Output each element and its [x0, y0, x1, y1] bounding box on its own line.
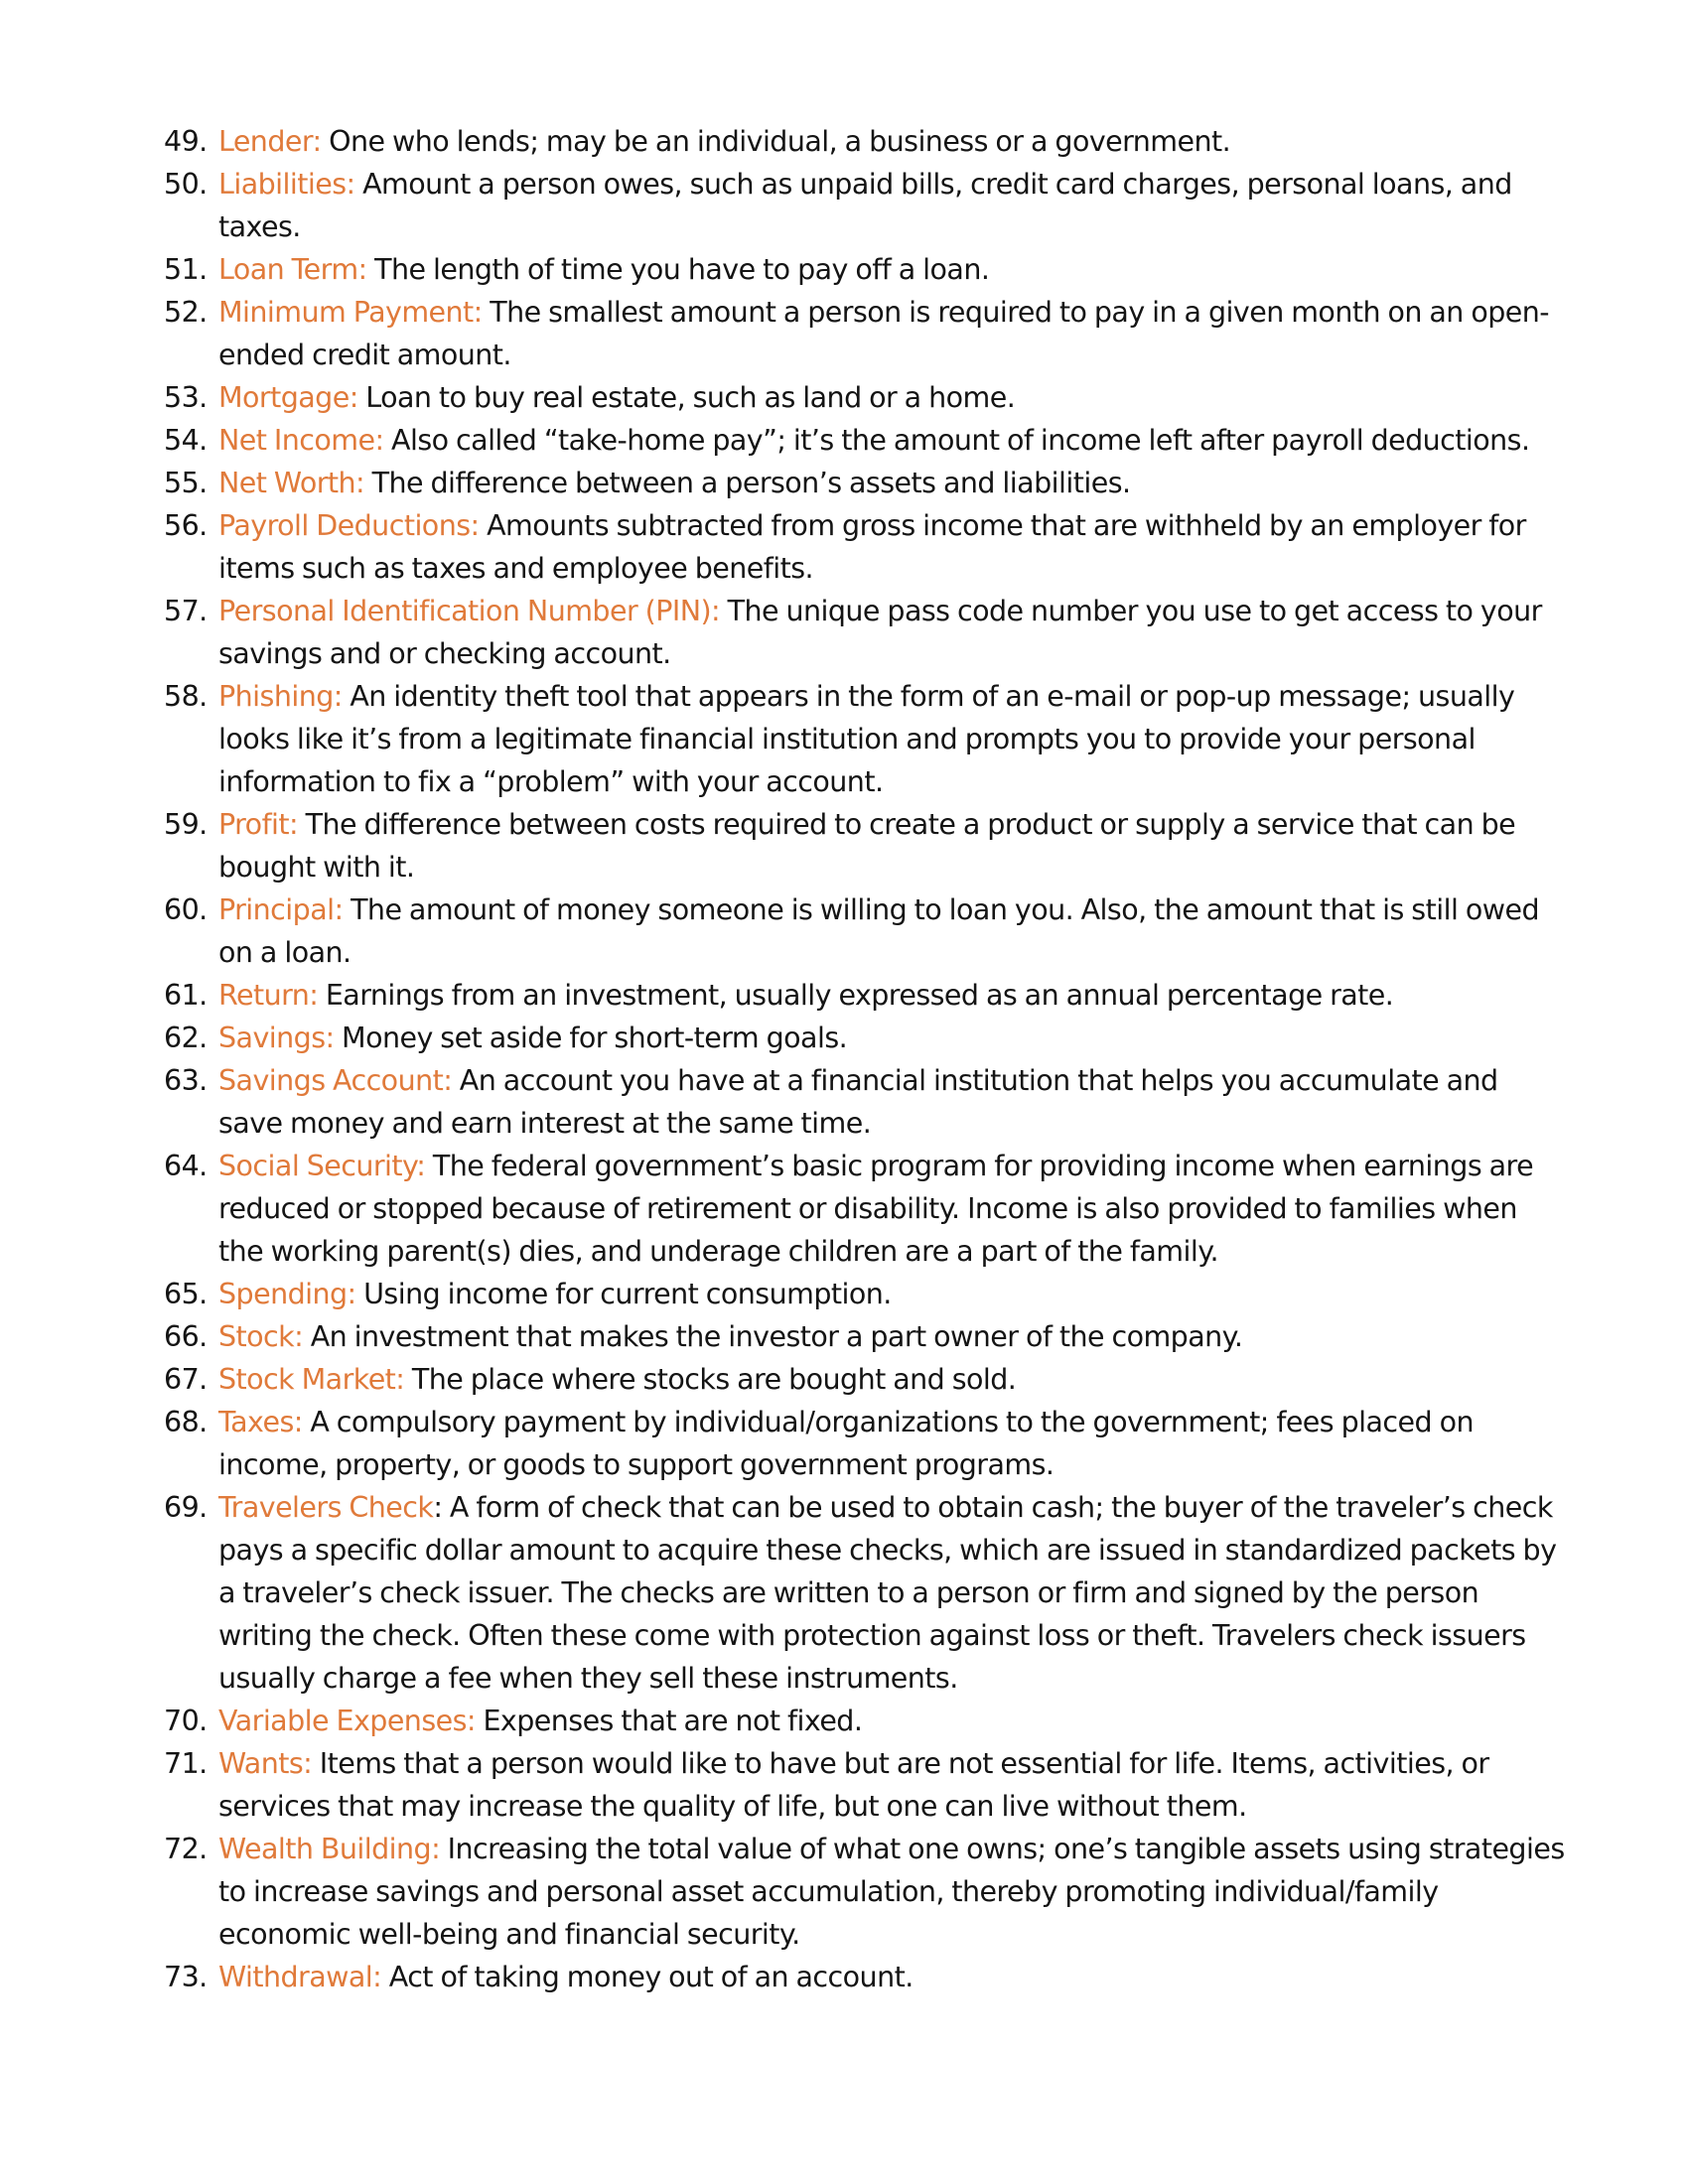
glossary-entry — [164, 1315, 1569, 1358]
entry-definition: The place where stocks are bought and sold. — [404, 1363, 1017, 1396]
entry-term: Variable Expenses: — [218, 1705, 476, 1737]
entry-term: Loan Term: — [218, 253, 367, 286]
entry-number: 62. — [164, 1022, 208, 1054]
entry-definition: The difference between a person’s assets and liabilities. — [364, 467, 1131, 499]
glossary-entry — [164, 1145, 1569, 1273]
entry-term: Taxes: — [218, 1406, 303, 1438]
entry-definition: One who lends; may be an individual, a business or a government. — [321, 125, 1231, 158]
glossary-entry — [164, 248, 1569, 291]
glossary-entry — [164, 291, 1569, 376]
entry-definition: An identity theft tool that appears in the form of an e-mail or pop-up message; usually looks like it’s from a legitimate financial institution and prompts you to provide your personal information to fix a “problem” with your account. — [218, 680, 1515, 798]
glossary-entry — [164, 1828, 1569, 1956]
entry-term: Phishing: — [218, 680, 343, 713]
entry-term: Social Security: — [218, 1150, 426, 1182]
entry-term: Savings Account: — [218, 1064, 453, 1097]
entry-definition: Using income for current consumption. — [355, 1278, 892, 1310]
entry-number: 55. — [164, 467, 208, 499]
entry-term: Stock: — [218, 1320, 304, 1353]
entry-number: 63. — [164, 1064, 208, 1097]
entry-definition: Money set aside for short-term goals. — [334, 1022, 848, 1054]
entry-definition: Items that a person would like to have but are not essential for life. Items, activities, or services that may increase the quality of life, but one can live without them. — [218, 1747, 1489, 1823]
glossary-entry — [164, 974, 1569, 1017]
glossary-entry — [164, 888, 1569, 974]
glossary-entry — [164, 504, 1569, 590]
entry-number: 49. — [164, 125, 208, 158]
glossary-entry — [164, 419, 1569, 462]
glossary-entry — [164, 462, 1569, 504]
entry-term: Minimum Payment: — [218, 296, 483, 329]
entry-definition: Amounts subtracted from gross income that are withheld by an employer for items such as taxes and employee benefits. — [218, 509, 1526, 585]
entry-number: 69. — [164, 1491, 208, 1524]
entry-number: 51. — [164, 253, 208, 286]
entry-definition: An investment that makes the investor a part owner of the company. — [303, 1320, 1243, 1353]
entry-number: 71. — [164, 1747, 208, 1780]
entry-definition: Amount a person owes, such as unpaid bills, credit card charges, personal loans, and taxes. — [218, 168, 1512, 243]
glossary-entry — [164, 376, 1569, 419]
entry-definition: A compulsory payment by individual/organizations to the government; fees placed on income, property, or goods to support government programs. — [218, 1406, 1474, 1481]
entry-term: Stock Market: — [218, 1363, 405, 1396]
glossary-entry — [164, 1700, 1569, 1742]
entry-term: Personal Identification Number (PIN): — [218, 595, 721, 627]
entry-term: Liabilities: — [218, 168, 355, 201]
entry-definition: Act of taking money out of an account. — [381, 1961, 914, 1993]
entry-number: 56. — [164, 509, 208, 542]
glossary-entry — [164, 1956, 1569, 1998]
glossary-entry — [164, 1358, 1569, 1401]
entry-number: 54. — [164, 424, 208, 457]
glossary-list — [164, 120, 1569, 1998]
entry-term: Spending: — [218, 1278, 356, 1310]
glossary-entry — [164, 1017, 1569, 1059]
entry-definition: An account you have at a financial institution that helps you accumulate and save money and earn interest at the same time. — [218, 1064, 1498, 1140]
entry-definition: Loan to buy real estate, such as land or a home. — [357, 381, 1016, 414]
entry-number: 57. — [164, 595, 208, 627]
entry-number: 52. — [164, 296, 208, 329]
entry-number: 60. — [164, 893, 208, 926]
entry-number: 58. — [164, 680, 208, 713]
entry-number: 61. — [164, 979, 208, 1012]
entry-definition: The federal government’s basic program for providing income when earnings are reduced or stopped because of retirement or disability. Income is also provided to families when the working parent(s) dies, and underage children are a part of the family. — [218, 1150, 1534, 1268]
entry-definition: The unique pass code number you use to get access to your savings and or checking account. — [218, 595, 1542, 670]
glossary-entry — [164, 1273, 1569, 1315]
entry-definition: Expenses that are not fixed. — [475, 1705, 863, 1737]
entry-definition: : A form of check that can be used to obtain cash; the buyer of the traveler’s check pays a specific dollar amount to acquire these checks, which are issued in standardized packets by a traveler’s check issuer. The checks are written to a person or firm and signed by the person writing the check. Often these come with protection against loss or theft. Travelers check issuers usually charge a fee when they sell these instruments. — [218, 1491, 1557, 1695]
glossary-entry — [164, 163, 1569, 248]
entry-definition: Also called “take-home pay”; it’s the amount of income left after payroll deductions. — [383, 424, 1530, 457]
entry-number: 70. — [164, 1705, 208, 1737]
entry-term: Wants: — [218, 1747, 313, 1780]
entry-number: 73. — [164, 1961, 208, 1993]
entry-term: Wealth Building: — [218, 1833, 441, 1865]
entry-term: Travelers Check — [218, 1491, 434, 1524]
entry-term: Net Worth: — [218, 467, 365, 499]
glossary-entry — [164, 803, 1569, 888]
glossary-entry — [164, 590, 1569, 675]
glossary-entry — [164, 1401, 1569, 1486]
entry-number: 66. — [164, 1320, 208, 1353]
entry-definition: The length of time you have to pay off a loan. — [366, 253, 990, 286]
entry-term: Savings: — [218, 1022, 335, 1054]
entry-number: 68. — [164, 1406, 208, 1438]
entry-term: Net Income: — [218, 424, 384, 457]
entry-definition: The amount of money someone is willing to loan you. Also, the amount that is still owed on a loan. — [218, 893, 1539, 969]
entry-number: 67. — [164, 1363, 208, 1396]
entry-definition: Increasing the total value of what one owns; one’s tangible assets using strategies to increase savings and personal asset accumulation, thereby promoting individual/family economic well-being and financial security. — [218, 1833, 1565, 1951]
entry-number: 59. — [164, 808, 208, 841]
entry-term: Mortgage: — [218, 381, 358, 414]
entry-number: 50. — [164, 168, 208, 201]
entry-term: Return: — [218, 979, 319, 1012]
entry-term: Profit: — [218, 808, 299, 841]
glossary-entry — [164, 1486, 1569, 1700]
glossary-entry — [164, 120, 1569, 163]
glossary-entry — [164, 1742, 1569, 1828]
entry-term: Payroll Deductions: — [218, 509, 480, 542]
entry-definition: Earnings from an investment, usually expressed as an annual percentage rate. — [318, 979, 1394, 1012]
entry-number: 65. — [164, 1278, 208, 1310]
entry-term: Lender: — [218, 125, 322, 158]
glossary-entry — [164, 1059, 1569, 1145]
entry-term: Withdrawal: — [218, 1961, 382, 1993]
entry-definition: The smallest amount a person is required to pay in a given month on an open-ended credit amount. — [218, 296, 1549, 371]
entry-number: 53. — [164, 381, 208, 414]
entry-term: Principal: — [218, 893, 344, 926]
glossary-entry — [164, 675, 1569, 803]
entry-number: 64. — [164, 1150, 208, 1182]
entry-number: 72. — [164, 1833, 208, 1865]
entry-definition: The difference between costs required to create a product or supply a service that can be bought with it. — [218, 808, 1516, 884]
